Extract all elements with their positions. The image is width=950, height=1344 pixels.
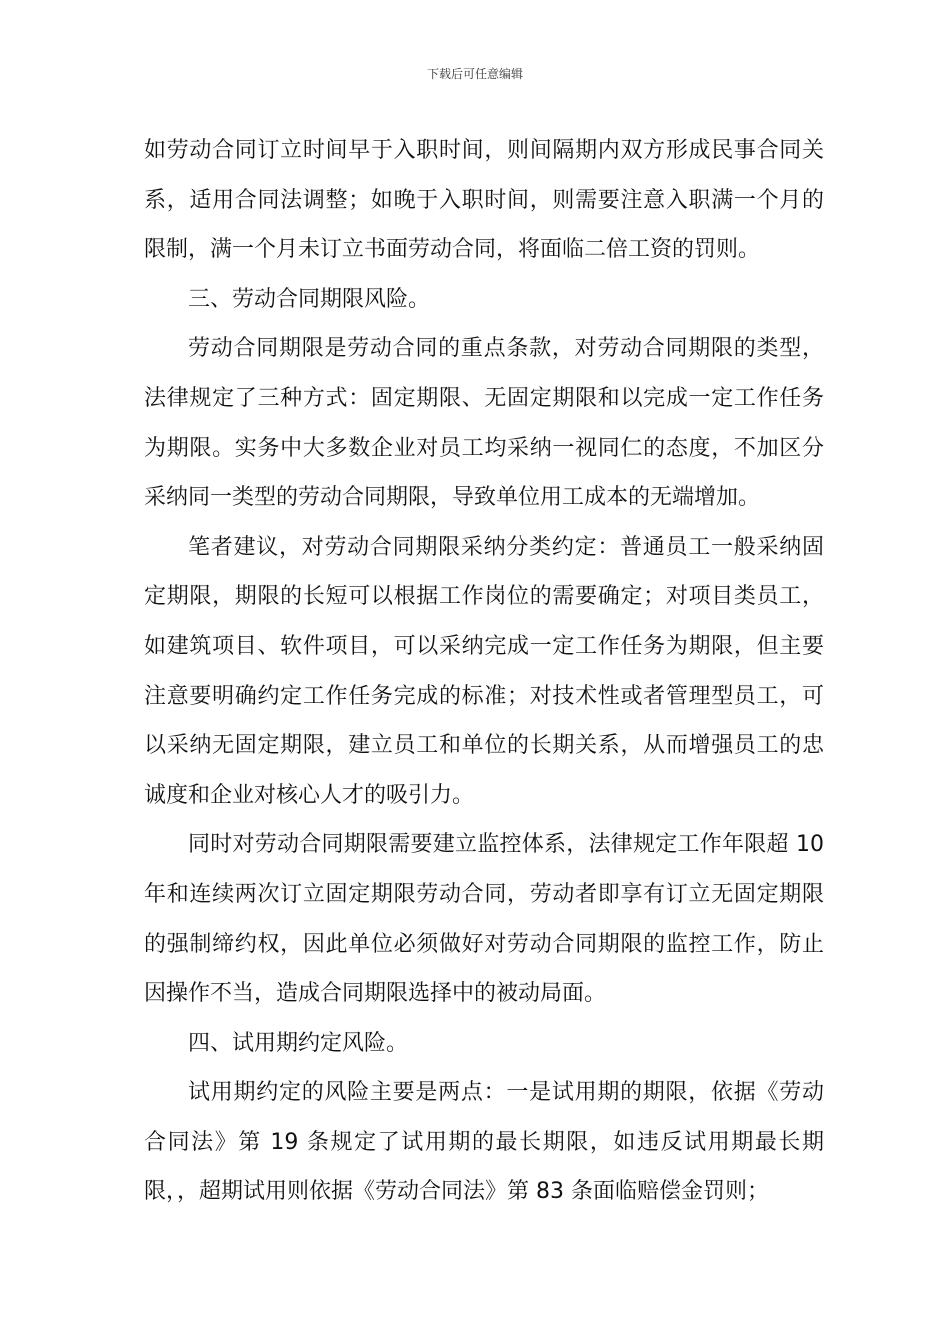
- section-heading-probation-risk: 四、试用期约定风险。: [188, 1030, 409, 1056]
- page-header: 下载后可任意编辑: [426, 67, 523, 81]
- section-heading-contract-term-risk: 三、劳动合同期限风险。: [188, 286, 431, 312]
- paragraph-contract-term-types: 劳动合同期限是劳动合同的重点条款，对劳动合同期限的类型，法律规定了三种方式：固定期限、无固定期限和以完成一定工作任务为期限。实务中大多数企业对员工均采纳一视同仁的态度，不加区分采纳同一类型的劳动合同期限，导致单位用工成本的无端增加。: [144, 336, 824, 511]
- paragraph-contract-timing: 如劳动合同订立时间早于入职时间，则间隔期内双方形成民事合同关系，适用合同法调整；如晚于入职时间，则需要注意入职满一个月的限制，满一个月未订立书面劳动合同，将面临二倍工资的罚则。: [144, 138, 824, 263]
- paragraph-term-monitoring: 同时对劳动合同期限需要建立监控体系，法律规定工作年限超 10 年和连续两次订立固定期限劳动合同，劳动者即享有订立无固定期限的强制缔约权，因此单位必须做好对劳动合同期限的监控工作，防止因操作不当，造成合同期限选择中的被动局面。: [144, 832, 824, 1007]
- paragraph-author-suggestion: 笔者建议，对劳动合同期限采纳分类约定：普通员工一般采纳固定期限，期限的长短可以根据工作岗位的需要确定；对项目类员工，如建筑项目、软件项目，可以采纳完成一定工作任务为期限，但主要注意要明确约定工作任务完成的标准；对技术性或者管理型员工，可以采纳无固定期限，建立员工和单位的长期关系，从而增强员工的忠诚度和企业对核心人才的吸引力。: [144, 534, 824, 808]
- paragraph-probation-risk: 试用期约定的风险主要是两点：一是试用期的期限，依据《劳动合同法》第 19 条规定了试用期的最长期限，如违反试用期最长期限，，超期试用则依据《劳动合同法》第 83 条面临赔偿金罚则；: [144, 1080, 824, 1205]
- document-body: [144, 126, 824, 1217]
